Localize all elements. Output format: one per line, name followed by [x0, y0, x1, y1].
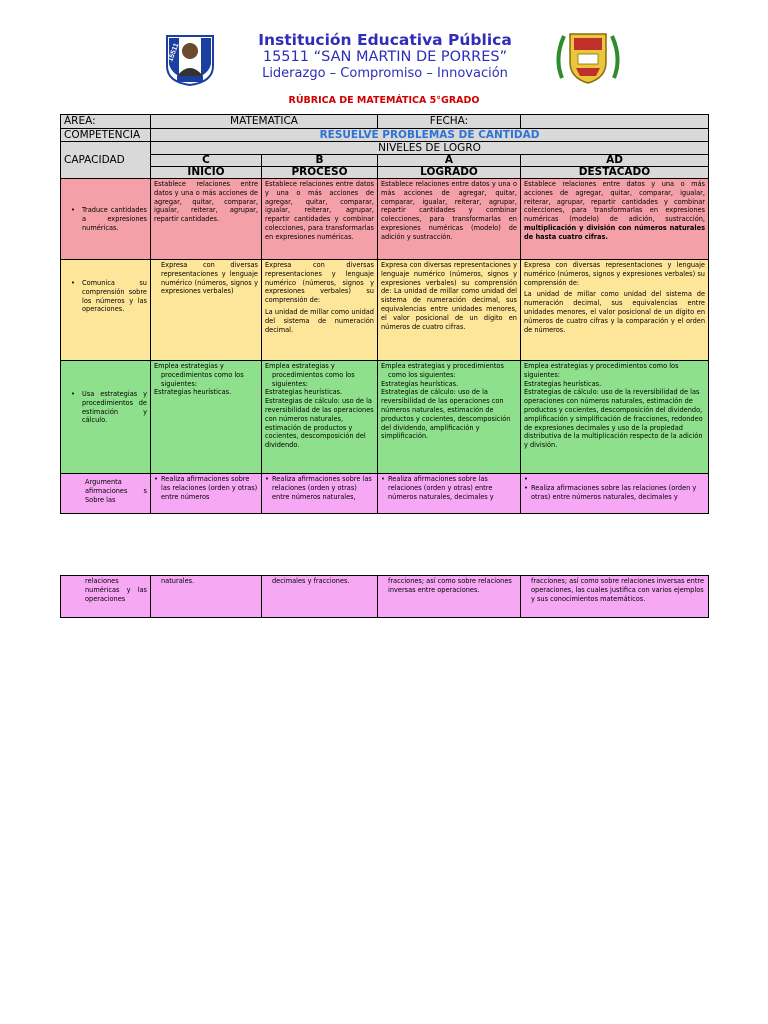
level-ad-cell: fracciones; así como sobre relaciones inversas entre operaciones, las cuales justifica con varios ejemplos y sus conocimientos matemáticos.: [521, 576, 709, 618]
level-ad-header: [521, 155, 709, 179]
c-text-2: Estrategias heurísticas.: [154, 388, 232, 397]
bullet-icon: •: [524, 483, 528, 492]
ad-text: Establece relaciones entre datos y una o más acciones de agregar, quitar, comparar, igualar, reiterar, agrupar, repartir cantidades y combinar colecciones, para transformarlas en expresiones numéricas (modelo) de adición, sustracción,: [524, 180, 705, 224]
rubric-row-traduce: [61, 179, 709, 260]
b-text-2: La unidad de millar como unidad del sistema de numeración decimal.: [265, 307, 374, 334]
rubric-row-argumenta-cont: [61, 576, 709, 618]
level-ad-cell: [521, 474, 709, 514]
school-shield-logo-icon: [163, 32, 217, 86]
ad-text-2: La unidad de millar como unidad del sistema de numeración decimal, sus equivalencias entre unidades menores, el valor posicional de un dígito en números de cuatro cifras y la comparación y el orden de números.: [524, 290, 705, 334]
institution-name: Institución Educativa Pública: [258, 31, 512, 49]
document-header: [0, 0, 768, 95]
capacidad-cell: [61, 361, 151, 474]
level-b-cell: [262, 260, 378, 361]
institution-motto: Liderazgo – Compromiso – Innovación: [262, 66, 508, 81]
institution-number: 15511 “SAN MARTIN DE PORRES”: [262, 49, 508, 65]
level-ad-cell: [521, 361, 709, 474]
level-c-cell: Establece relaciones entre datos y una o más acciones de agregar, quitar, comparar, igualar, reiterar, agrupar, repartir cantidades.: [151, 179, 262, 260]
competencia-value: RESUELVE PROBLEMAS DE CANTIDAD: [151, 129, 709, 142]
school-crest-logo-icon: [552, 28, 624, 86]
rubric-row-argumenta: [61, 474, 709, 514]
level-b-cell: [262, 474, 378, 514]
level-a-cell: Expresa con diversas representaciones y lenguaje numérico (números, signos y expresiones verbales) su comprensión de: La unidad de millar como unidad del sistema de numeración decimal, sus equivalencias entre unidades menores, el valor posicional de un dígito en números de cuatro cifras.: [378, 260, 521, 361]
b-text-1: Emplea estrategias y procedimientos como los siguientes:: [265, 362, 355, 388]
capacidad-cell: [61, 179, 151, 260]
level-letter: A: [444, 154, 454, 166]
fecha-value: [521, 115, 709, 129]
bullet-icon: •: [265, 475, 269, 483]
level-name: PROCESO: [262, 166, 377, 178]
capacidad-label: CAPACIDAD: [61, 142, 151, 179]
level-c-cell: [151, 474, 262, 514]
level-b-cell: [262, 361, 378, 474]
level-ad-cell: [521, 260, 709, 361]
ad-text-1: Expresa con diversas representaciones y lenguaje numérico (números, signos y expresiones verbales) su comprensión de:: [524, 261, 705, 287]
capacidad-text: Usa estrategias y procedimientos de estimación y cálculo.: [82, 390, 147, 425]
level-a-cell: [378, 361, 521, 474]
level-c-cell: [151, 361, 262, 474]
level-b-cell: decimales y fracciones.: [262, 576, 378, 618]
a-text-3: Estrategias de cálculo: uso de la reversibilidad de las operaciones con números naturales, estimación de productos y cocientes, descomposición del dividendo, amplificación y simplificación.: [381, 388, 511, 441]
level-b-header: [262, 155, 378, 179]
ad-text-2: Estrategias heurísticas.: [524, 379, 602, 388]
capacidad-cell: Argumenta afirmaciones s Sobre las: [61, 474, 151, 514]
ad-text: Realiza afirmaciones sobre las relaciones (orden y otras) entre números naturales, decimales y: [531, 483, 697, 501]
level-ad-cell: [521, 179, 709, 260]
level-a-cell: [378, 474, 521, 514]
level-a-cell: fracciones; así como sobre relaciones inversas entre operaciones.: [378, 576, 521, 618]
svg-text:15511: 15511: [167, 42, 181, 63]
level-c-cell: Expresa con diversas representaciones y lenguaje numérico (números, signos y expresiones verbales): [151, 260, 262, 361]
bullet-icon: •: [381, 475, 385, 483]
bullet-icon: •: [71, 390, 75, 398]
bullet-icon: •: [71, 279, 75, 287]
level-letter: B: [315, 154, 324, 166]
capacidad-cell: [61, 260, 151, 361]
c-text-1: Emplea estrategias y procedimientos como los siguientes:: [154, 362, 244, 388]
institution-heading: [230, 32, 540, 82]
ad-bold-text: multiplicación y división con números naturales de hasta cuatro cifras.: [524, 223, 705, 241]
level-b-cell: Establece relaciones entre datos y una o más acciones de agregar, quitar, comparar, igualar, reiterar, agrupar, repartir cantidades y combinar colecciones, para transformarlas en expresiones numéricas.: [262, 179, 378, 260]
rubric-table: [60, 114, 709, 514]
bullet-icon: •: [154, 475, 158, 483]
rubric-row-usa-estrategias: [61, 361, 709, 474]
ad-text-3: Estrategias de cálculo: uso de la reversibilidad de las operaciones con números naturales, estimación de productos y cocientes, descomposición del dividendo, amplificación y simplificación de fracciones, redondeo de expresiones decimales y uso de la propiedad distributiva de la multiplicación respecto de la adición y división.: [524, 388, 703, 450]
level-a-cell: Establece relaciones entre datos y una o más acciones de agregar, quitar, comparar, igualar, reiterar, agrupar, repartir cantidades y combinar colecciones, para transformarlas en expresiones numéricas (modelo) de adición y sustracción.: [378, 179, 521, 260]
area-label: ÁREA:: [61, 115, 151, 129]
capacidad-cell: relaciones numéricas y las operaciones: [61, 576, 151, 618]
b-text: Realiza afirmaciones sobre las relaciones (orden y otras) entre números naturales,: [272, 475, 372, 501]
rubric-table-continuation: [60, 575, 709, 618]
a-text-2: Estrategias heurísticas.: [381, 379, 459, 388]
a-text-1: Emplea estrategias y procedimientos como los siguientes:: [381, 362, 504, 379]
area-value: MATEMATICA: [151, 115, 378, 129]
rubric-row-comunica: [61, 260, 709, 361]
level-name: LOGRADO: [378, 166, 520, 178]
a-text: Realiza afirmaciones sobre las relaciones (orden y otras) entre números naturales, decimales y: [388, 475, 494, 501]
document-title: RÚBRICA DE MATEMÁTICA 5°GRADO: [288, 95, 480, 106]
competencia-label: COMPETENCIA: [61, 129, 151, 142]
level-letter: C: [202, 154, 210, 166]
b-text-3: Estrategias de cálculo: uso de la reversibilidad de las operaciones con números naturales, estimación de productos y cocientes, descomposición del dividendo.: [265, 397, 374, 450]
level-name: INICIO: [151, 166, 261, 178]
ad-text-1: Emplea estrategias y procedimientos como los siguientes:: [524, 362, 679, 379]
b-text-1: Expresa con diversas representaciones y lenguaje numérico (números, signos y expresiones verbales) su comprensión de:: [265, 261, 374, 305]
fecha-label: FECHA:: [378, 115, 521, 129]
level-c-header: [151, 155, 262, 179]
level-c-cell: naturales.: [151, 576, 262, 618]
level-name: DESTACADO: [521, 166, 708, 178]
bullet-icon: •: [71, 206, 75, 214]
capacidad-text: Comunica su comprensión sobre los números y las operaciones.: [82, 279, 147, 314]
b-text-2: Estrategias heurísticas.: [265, 388, 343, 397]
niveles-label: NIVELES DE LOGRO: [151, 142, 709, 155]
capacidad-text: Traduce cantidades a expresiones numéricas.: [82, 206, 147, 232]
c-text: Realiza afirmaciones sobre las relaciones (orden y otras) entre números: [161, 475, 258, 501]
level-a-header: [378, 155, 521, 179]
level-letter: AD: [606, 154, 623, 166]
empty-bullet-icon: •: [524, 475, 528, 483]
